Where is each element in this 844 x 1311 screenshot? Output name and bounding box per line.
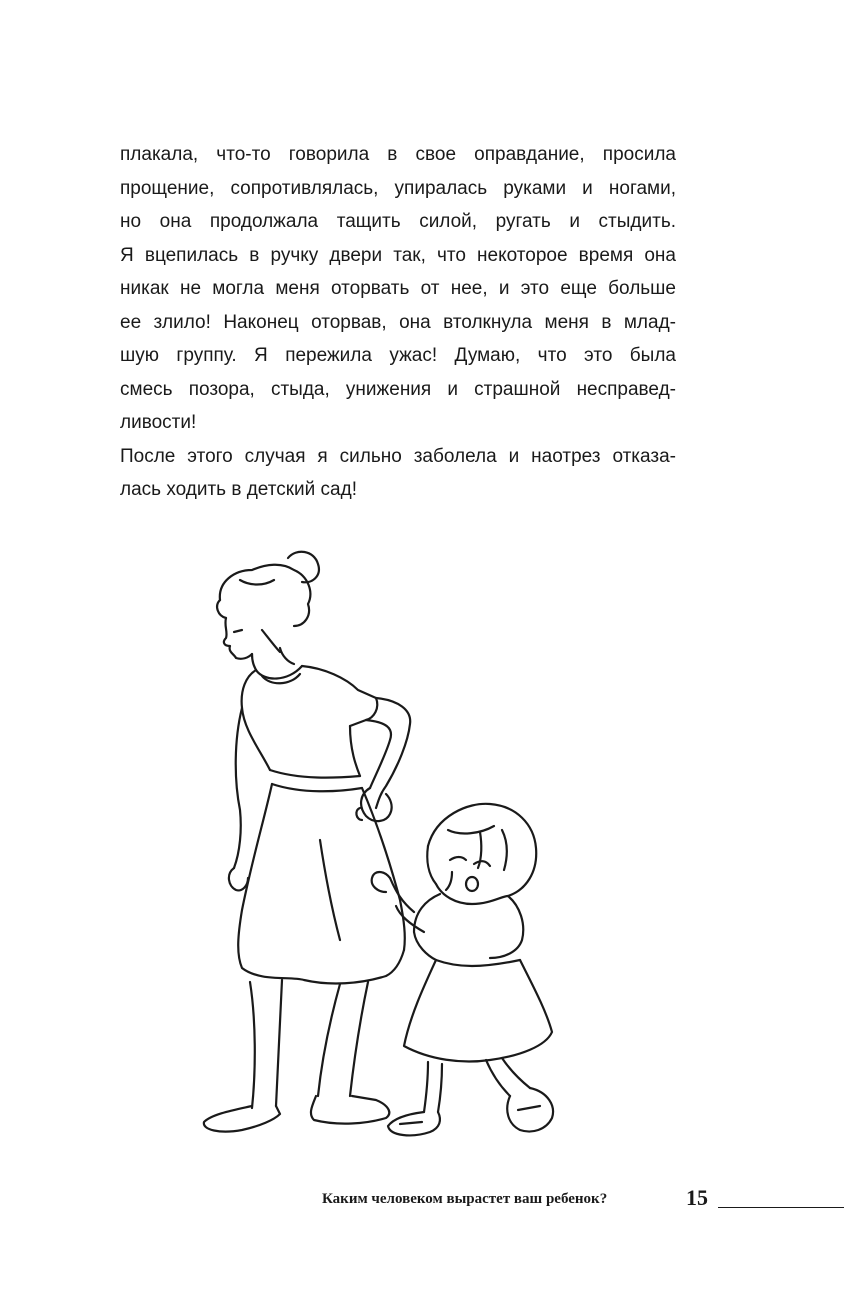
text-line: смесь позора, стыда, унижения и страшной несправед- bbox=[120, 378, 676, 400]
page-number: 15 bbox=[686, 1185, 708, 1210]
footer-rule bbox=[718, 1207, 844, 1208]
text-line: Я вцепилась в ручку двери так, что некоторое время она bbox=[120, 244, 676, 266]
running-head: Каким человеком вырастет ваш ребенок? bbox=[322, 1191, 608, 1207]
text-line: ливости! bbox=[120, 412, 197, 433]
text-line: плакала, что-то говорила в свое оправдание, просила bbox=[120, 144, 676, 165]
text-line: но она продолжала тащить силой, ругать и стыдить. bbox=[120, 211, 676, 232]
text-line: шую группу. Я пережила ужас! Думаю, что это была bbox=[120, 345, 676, 366]
mother-dragging-girl-illustration bbox=[190, 540, 610, 1150]
text-line: лась ходить в детский сад! bbox=[120, 479, 357, 500]
text-line: После этого случая я сильно заболела и наотрез отказа- bbox=[120, 445, 676, 467]
text-line: прощение, сопротивлялась, упиралась руками и ногами, bbox=[120, 177, 676, 199]
text-line: ее злило! Наконец оторвав, она втолкнула меня в млад- bbox=[120, 311, 676, 333]
body-text bbox=[120, 138, 676, 507]
text-line: никак не могла меня оторвать от нее, и это еще больше bbox=[120, 278, 676, 299]
page-footer bbox=[0, 1183, 844, 1223]
